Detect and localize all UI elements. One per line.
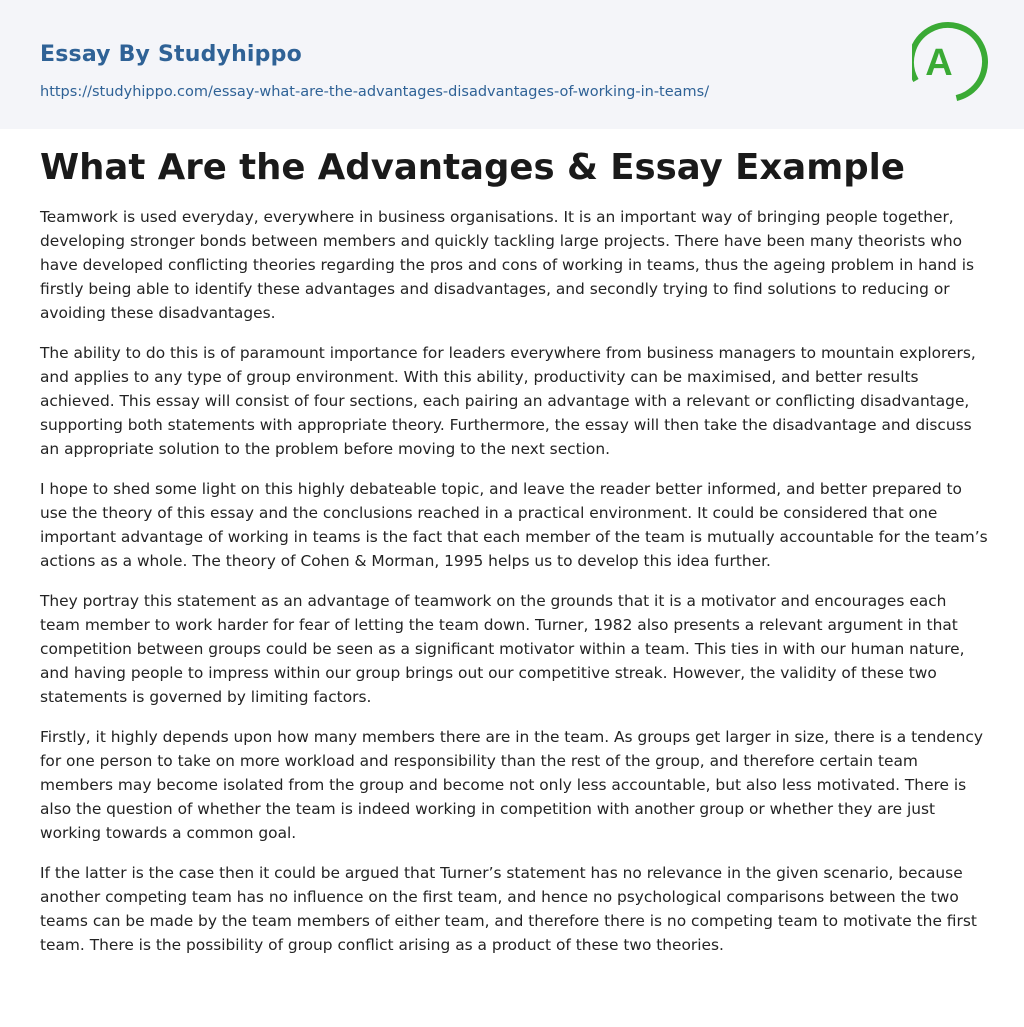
studyhippo-logo-icon[interactable] bbox=[912, 18, 988, 106]
page-header bbox=[0, 0, 1024, 129]
logo-letter: A bbox=[925, 42, 953, 84]
essay-paragraph-1: Teamwork is used everyday, everywhere in business organisations. It is an important way of bringing people together, developing stronger bonds between members and quickly tackling large projects. There have been many theorists who have developed conflicting theories regarding the pros and cons of working in teams, thus the ageing problem in hand is firstly being able to identify these advantages and disadvantages, and secondly trying to find solutions to reducing or avoiding these disadvantages. bbox=[40, 208, 974, 322]
essay-paragraph-3: I hope to shed some light on this highly debateable topic, and leave the reader better informed, and better prepared to use the theory of this essay and the conclusions reached in a practical environment. It could be considered that one important advantage of working in teams is the fact that each member of the team is mutually accountable for the team’s actions as a whole. The theory of Cohen & Morman, 1995 helps us to develop this idea further. bbox=[40, 480, 988, 570]
essay-title: What Are the Advantages & Essay Example bbox=[40, 147, 905, 188]
essay-paragraph-5: Firstly, it highly depends upon how many members there are in the team. As groups get larger in size, there is a tendency for one person to take on more workload and responsibility than the rest of the group, and therefore certain team members may become isolated from the group and become not only less accountable, but also less motivated. There is also the question of whether the team is indeed working in competition with another group or whether they are just working towards a common goal. bbox=[40, 728, 983, 842]
essay-paragraph-2: The ability to do this is of paramount importance for leaders everywhere from business managers to mountain explorers, and applies to any type of group environment. With this ability, productivity can be maximised, and better results achieved. This essay will consist of four sections, each pairing an advantage with a relevant or conflicting disadvantage, supporting both statements with appropriate theory. Furthermore, the essay will then take the disadvantage and discuss an appropriate solution to the problem before moving to the next section. bbox=[40, 344, 976, 458]
essay-paragraph-4: They portray this statement as an advantage of teamwork on the grounds that it is a motivator and encourages each team member to work harder for fear of letting the team down. Turner, 1982 also presents a relevant argument in that competition between groups could be seen as a significant motivator within a team. This ties in with our human nature, and having people to impress within our group brings out our competitive streak. However, the validity of these two statements is governed by limiting factors. bbox=[40, 592, 965, 706]
source-url-link[interactable]: https://studyhippo.com/essay-what-are-the-advantages-disadvantages-of-working-in-teams/ bbox=[40, 84, 710, 100]
site-title[interactable]: Essay By Studyhippo bbox=[40, 42, 302, 67]
essay-paragraph-6: If the latter is the case then it could be argued that Turner’s statement has no relevance in the given scenario, because another competing team has no influence on the first team, and hence no psychological comparisons between the two teams can be made by the team members of either team, and therefore there is no competing team to motivate the first team. There is the possibility of group conflict arising as a product of these two theories. bbox=[40, 864, 977, 954]
essay-content bbox=[40, 142, 990, 973]
